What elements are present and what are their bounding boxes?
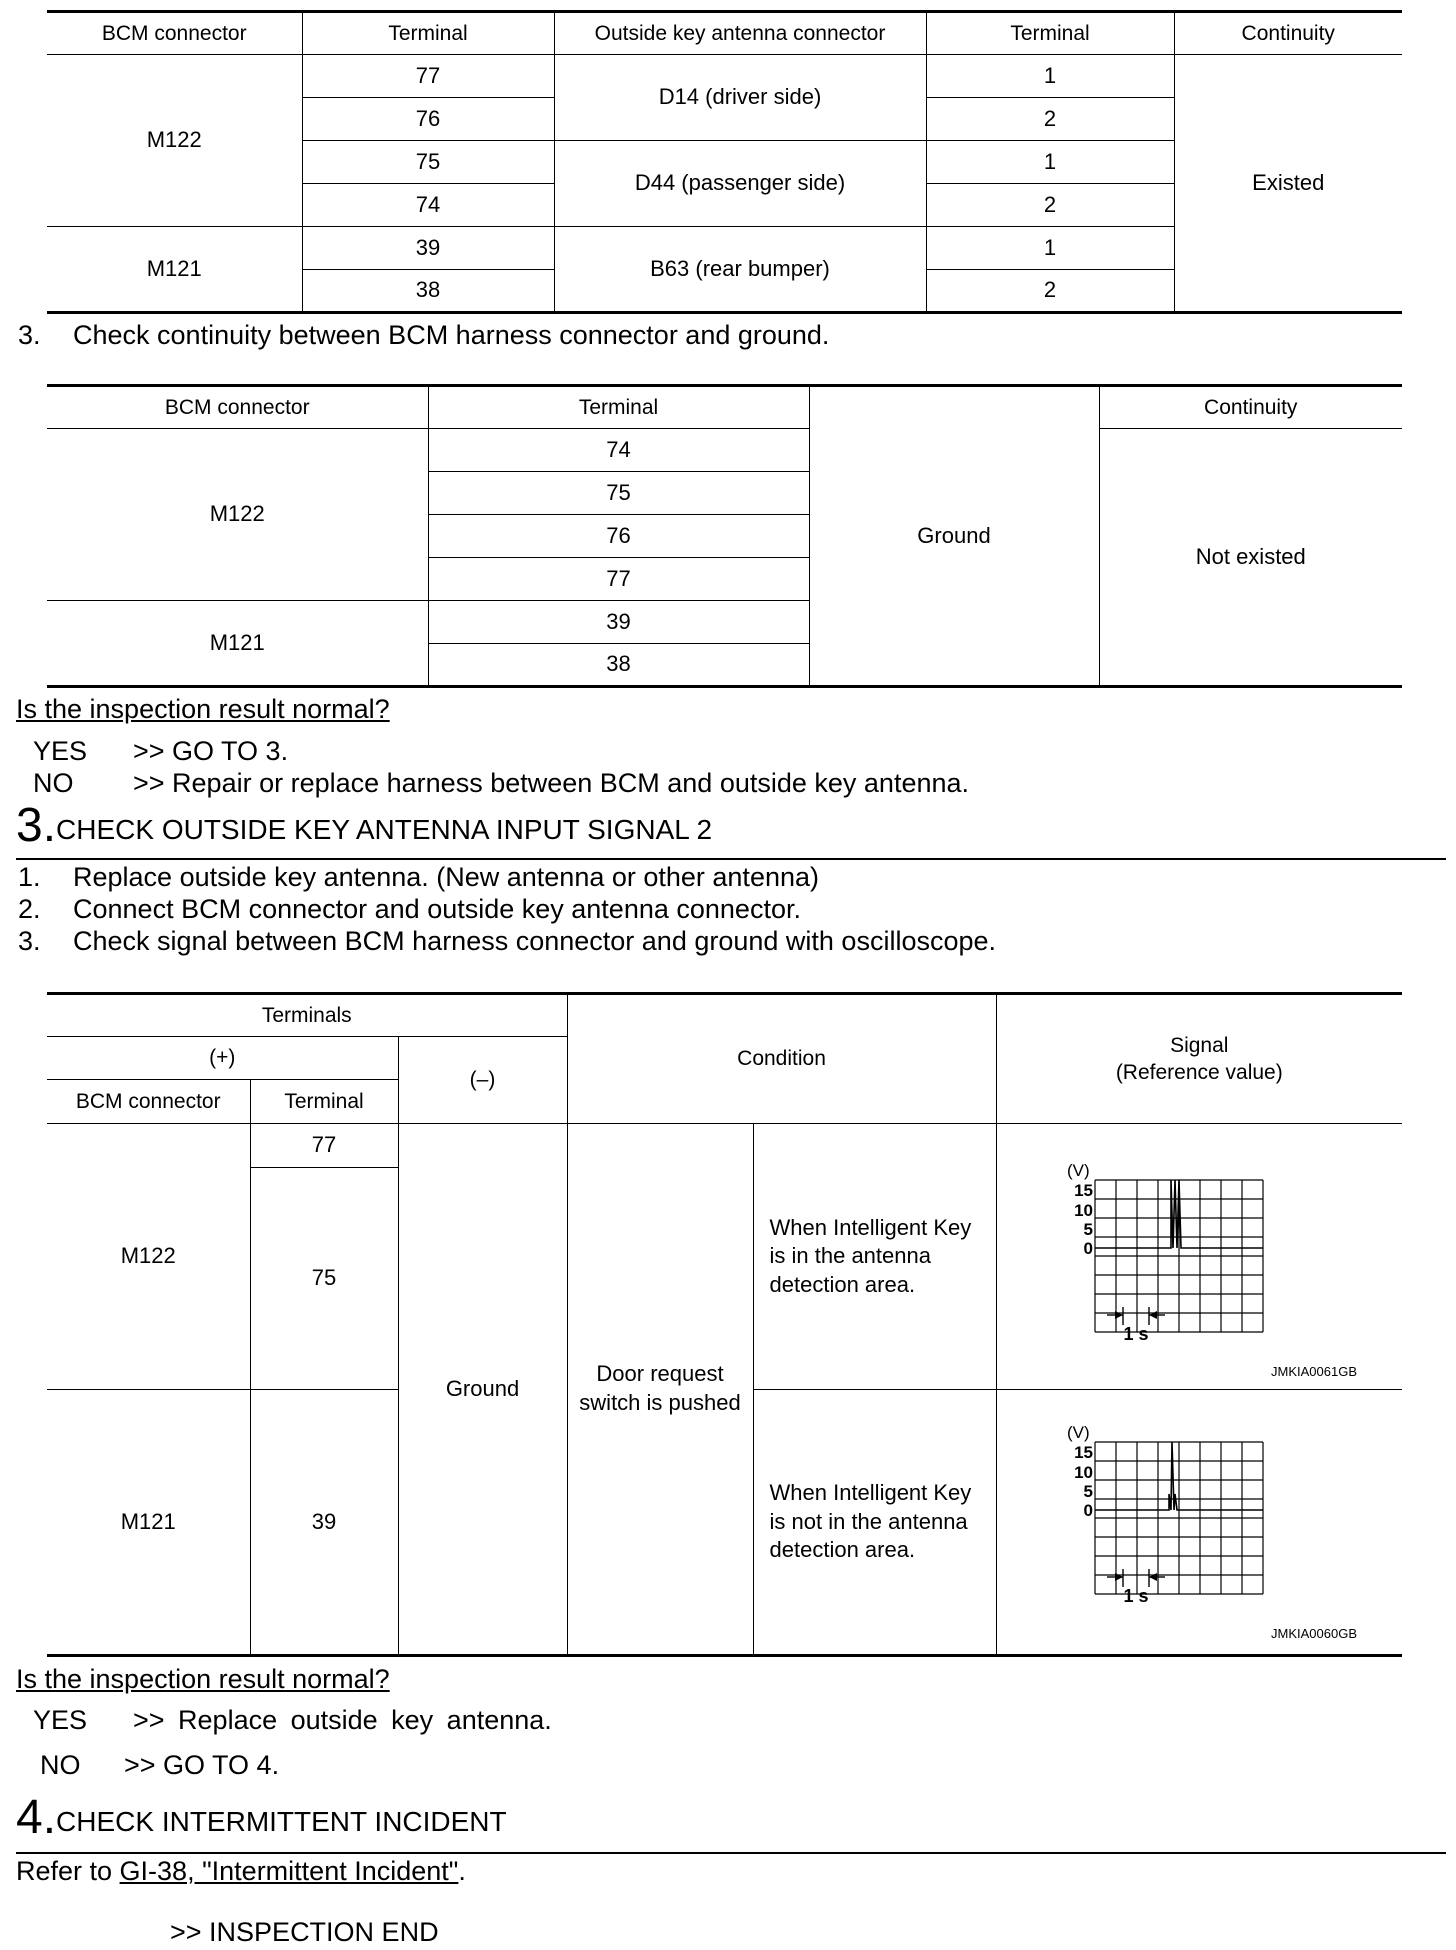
instruction-line (18, 862, 819, 893)
terminal-cell: 76 (428, 515, 809, 558)
condition-door-switch: Door request switch is pushed (567, 1124, 753, 1656)
terminal-cell: 76 (302, 98, 554, 141)
scope-cell-in-area (996, 1124, 1402, 1390)
terminal-cell: 38 (302, 270, 554, 313)
time-label: 1 s (1123, 1324, 1149, 1344)
no-action: >> Repair or replace harness between BCM and outside key antenna. (133, 768, 970, 798)
y-tick-label: 0 (1083, 1239, 1093, 1258)
instruction-line (18, 894, 801, 925)
antenna-connector-d14: D14 (driver side) (554, 55, 926, 141)
condition-key-in-area: When Intelligent Key is in the antenna detection area. (753, 1124, 996, 1390)
y-tick-label: 5 (1083, 1220, 1093, 1239)
answer-yes (33, 736, 288, 767)
condition-key-not-in-area: When Intelligent Key is not in the antenna detection area. (753, 1390, 996, 1656)
yes-label: YES (33, 1705, 88, 1735)
instruction-text: Check continuity between BCM harness connector and ground. (73, 320, 830, 350)
refer-suffix: . (458, 1856, 466, 1886)
signal-table (47, 992, 1402, 1657)
oscilloscope-waveform (1047, 1160, 1367, 1390)
answer-no (40, 1750, 279, 1781)
antenna-terminal-cell: 1 (926, 227, 1174, 270)
bcm-connector-m122: M122 (47, 429, 428, 601)
y-tick-label: 15 (1073, 1443, 1093, 1462)
step-heading (16, 798, 712, 853)
yes-label: YES (33, 736, 88, 766)
terminal-cell: 39 (428, 601, 809, 644)
time-label: 1 s (1123, 1586, 1149, 1606)
unit-label: (V) (1066, 1161, 1090, 1180)
header-terminal: Terminal (428, 386, 809, 429)
no-label: NO (33, 768, 74, 798)
header-plus: (+) (47, 1037, 398, 1080)
divider (16, 1852, 1446, 1854)
terminal-cell: 74 (428, 429, 809, 472)
header-bcm-connector: BCM connector (47, 386, 428, 429)
header-terminal: Terminal (926, 12, 1174, 55)
terminal-cell: 39 (302, 227, 554, 270)
y-tick-label: 10 (1073, 1201, 1093, 1220)
terminal-cell: 75 (302, 141, 554, 184)
header-terminals: Terminals (47, 994, 567, 1037)
step-number: 1. (18, 862, 41, 892)
ground-cell: Ground (398, 1124, 567, 1656)
antenna-connector-b63: B63 (rear bumper) (554, 227, 926, 313)
bcm-connector-m121: M121 (47, 1390, 250, 1656)
terminal-cell: 39 (250, 1390, 398, 1656)
header-terminal: Terminal (250, 1080, 398, 1124)
step-number: 4. (16, 1791, 57, 1844)
header-antenna-connector: Outside key antenna connector (554, 12, 926, 55)
instruction-text: Replace outside key antenna. (New antenna or other antenna) (73, 862, 819, 892)
unit-label: (V) (1066, 1423, 1090, 1442)
header-minus: (–) (398, 1037, 567, 1124)
bcm-connector-m122: M122 (47, 1124, 250, 1390)
y-tick-label: 10 (1073, 1463, 1093, 1482)
inspection-question: Is the inspection result normal? (16, 1664, 390, 1694)
header-continuity: Continuity (1099, 386, 1402, 429)
no-action: >> GO TO 4. (124, 1750, 280, 1780)
y-tick-label: 15 (1073, 1181, 1093, 1200)
instruction-line (18, 926, 996, 957)
answer-yes (33, 1705, 552, 1736)
ground-cell: Ground (809, 386, 1099, 687)
inspection-end: >> INSPECTION END (170, 1917, 439, 1947)
yes-action: >> GO TO 3. (133, 736, 289, 766)
step-number: 3. (18, 926, 41, 956)
antenna-terminal-cell: 1 (926, 55, 1174, 98)
bcm-connector-m122: M122 (47, 55, 302, 227)
refer-line (16, 1856, 466, 1887)
step-title: CHECK OUTSIDE KEY ANTENNA INPUT SIGNAL 2 (56, 814, 713, 845)
terminal-cell: 38 (428, 644, 809, 687)
continuity-value: Not existed (1099, 429, 1402, 687)
header-condition: Condition (567, 994, 996, 1124)
terminal-cell: 77 (250, 1124, 398, 1168)
step-number: 3. (18, 320, 41, 350)
header-bcm-connector: BCM connector (47, 1080, 250, 1124)
refer-prefix: Refer to (16, 1856, 120, 1886)
step-title: CHECK INTERMITTENT INCIDENT (56, 1806, 507, 1837)
terminal-cell: 74 (302, 184, 554, 227)
instruction-text: Check signal between BCM harness connector and ground with oscilloscope. (73, 926, 997, 956)
antenna-connector-d44: D44 (passenger side) (554, 141, 926, 227)
scope-grid (1095, 1442, 1263, 1594)
continuity-table-ground (47, 384, 1402, 688)
antenna-terminal-cell: 2 (926, 98, 1174, 141)
yes-action: >> Replace outside key antenna. (133, 1705, 552, 1735)
header-signal (996, 994, 1402, 1124)
header-terminal: Terminal (302, 12, 554, 55)
terminal-cell: 77 (428, 558, 809, 601)
antenna-terminal-cell: 2 (926, 184, 1174, 227)
oscilloscope-waveform (1047, 1422, 1367, 1652)
continuity-value: Existed (1174, 55, 1402, 313)
y-tick-label: 0 (1083, 1501, 1093, 1520)
instruction-line (18, 320, 829, 351)
divider (16, 858, 1446, 860)
step-number: 3. (16, 799, 57, 852)
antenna-terminal-cell: 1 (926, 141, 1174, 184)
no-label: NO (40, 1750, 81, 1780)
continuity-table-antenna (47, 10, 1402, 314)
bcm-connector-m121: M121 (47, 601, 428, 687)
inspection-question: Is the inspection result normal? (16, 694, 390, 724)
bcm-connector-m121: M121 (47, 227, 302, 313)
y-tick-label: 5 (1083, 1482, 1093, 1501)
instruction-text: Connect BCM connector and outside key antenna connector. (73, 894, 801, 924)
header-continuity: Continuity (1174, 12, 1402, 55)
step-number: 2. (18, 894, 41, 924)
signal-label: Signal (1170, 1033, 1229, 1057)
scope-cell-not-in-area (996, 1390, 1402, 1656)
terminal-cell: 77 (302, 55, 554, 98)
antenna-terminal-cell: 2 (926, 270, 1174, 313)
terminal-cell: 75 (428, 472, 809, 515)
reference-label: (Reference value) (1115, 1061, 1283, 1084)
answer-no (33, 768, 969, 799)
terminal-cell: 75 (250, 1168, 398, 1390)
refer-link[interactable]: GI-38, "Intermittent Incident" (119, 1856, 459, 1886)
step-heading (16, 1790, 507, 1845)
figure-reference: JMKIA0060GB (1270, 1626, 1357, 1641)
figure-reference: JMKIA0061GB (1270, 1364, 1357, 1379)
header-bcm-connector: BCM connector (47, 12, 302, 55)
